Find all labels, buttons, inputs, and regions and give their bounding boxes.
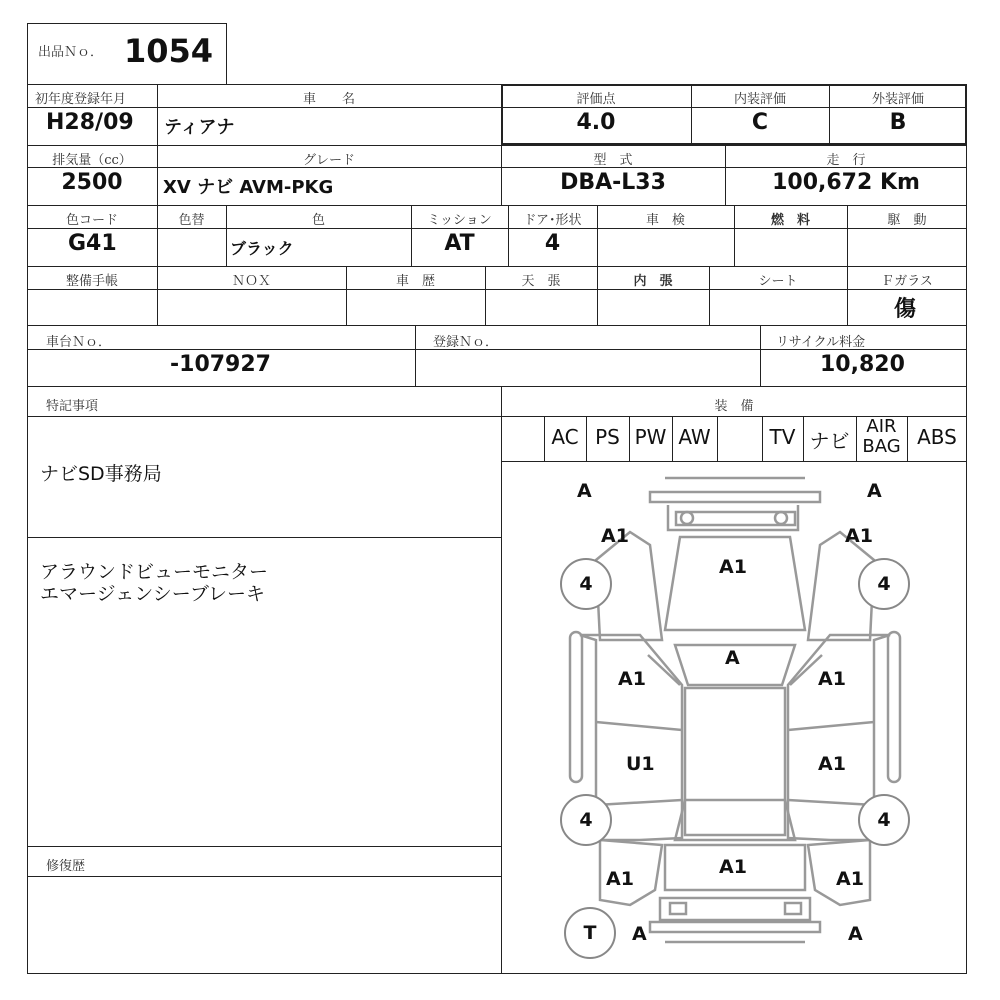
f-glass-value: 傷 xyxy=(894,296,917,322)
equip-ps: PS xyxy=(595,425,620,449)
score-label: 評価点 xyxy=(576,92,616,107)
equip-pw: PW xyxy=(634,425,667,449)
maintenance-label: 整備手帳 xyxy=(65,274,118,289)
spare-tire: T xyxy=(564,907,616,959)
car-name-label: 車 名 xyxy=(302,92,355,107)
grade-rear-fender-r: A1 xyxy=(836,868,864,890)
f-glass-label: Ｆガラス xyxy=(881,274,933,289)
equip-airbag: AIR BAG xyxy=(862,416,901,457)
repair-label: 修復歴 xyxy=(46,859,86,874)
fuel-label: 燃 料 xyxy=(770,213,810,228)
chassis-value: -107927 xyxy=(170,352,271,377)
displacement-label: 排気量（cc） xyxy=(52,153,132,168)
grade-roof: A xyxy=(725,647,740,669)
displacement-value: 2500 xyxy=(61,170,123,195)
notes-line2: アラウンドビューモニター エマージェンシーブレーキ xyxy=(40,561,269,605)
tire-front-right: 4 xyxy=(858,558,910,610)
mileage-value: 100,672 Km xyxy=(772,170,920,195)
inspection-label: 車 検 xyxy=(645,213,685,228)
grade-rear-right: A xyxy=(848,923,863,945)
score-value: 4.0 xyxy=(576,110,616,135)
nox-label: ＮＯＸ xyxy=(231,274,271,289)
color-code-value: G41 xyxy=(68,231,117,256)
interior-label: 内装評価 xyxy=(733,92,786,107)
tire-rear-left: 4 xyxy=(560,794,612,846)
interior-trim-label: 内 張 xyxy=(633,274,673,289)
drive-label: 駆 動 xyxy=(887,213,927,228)
mission-label: ミッション xyxy=(427,213,492,228)
grade-fender-fl: A1 xyxy=(601,525,629,547)
grade-door-fr: A1 xyxy=(818,668,846,690)
interior-value: C xyxy=(751,110,769,135)
grade-front-right: A xyxy=(867,480,882,502)
history-label: 車 歴 xyxy=(395,274,435,289)
grade-label: グレード xyxy=(302,153,355,168)
repaint-label: 色替 xyxy=(178,213,205,228)
equip-navi: ナビ xyxy=(809,429,850,453)
first-reg-label: 初年度登録年月 xyxy=(35,92,127,107)
door-label: ドア･形状 xyxy=(523,213,582,228)
grade-door-fl: A1 xyxy=(618,668,646,690)
seat-label: シート xyxy=(758,274,798,289)
car-name-value: ティアナ xyxy=(164,117,235,138)
door-value: 4 xyxy=(544,231,561,256)
equipment-label: 装 備 xyxy=(714,399,754,414)
color-label: 色 xyxy=(311,213,325,228)
exterior-label: 外装評価 xyxy=(871,92,924,107)
grade-fender-fr: A1 xyxy=(845,525,873,547)
color-code-label: 色コード xyxy=(65,213,118,228)
grade-rear-left: A xyxy=(632,923,647,945)
model-value: DBA-L33 xyxy=(560,170,666,195)
equip-abs: ABS xyxy=(917,425,957,449)
recycle-label: リサイクル料金 xyxy=(776,335,866,350)
equip-aw: AW xyxy=(678,425,711,449)
notes-line1: ナビSD事務局 xyxy=(40,463,162,485)
grade-front-left: A xyxy=(577,480,592,502)
grade-hood: A1 xyxy=(719,556,747,578)
model-label: 型 式 xyxy=(593,153,633,168)
lot-number: 1054 xyxy=(124,32,214,70)
first-reg-value: H28/09 xyxy=(46,110,134,135)
tire-front-left: 4 xyxy=(560,558,612,610)
grade-door-rr: A1 xyxy=(818,753,846,775)
grade-value: XV ナビ AVM-PKG xyxy=(163,177,334,198)
mission-value: AT xyxy=(444,231,475,256)
lot-label: 出品Ｎｏ． xyxy=(38,45,104,60)
grade-rear-fender-l: A1 xyxy=(606,868,634,890)
color-value: ブラック xyxy=(230,239,294,258)
chassis-label: 車台Ｎｏ． xyxy=(46,335,112,350)
exterior-value: B xyxy=(889,110,907,135)
registration-label: 登録Ｎｏ． xyxy=(433,335,499,350)
tire-rear-right: 4 xyxy=(858,794,910,846)
notes-label: 特記事項 xyxy=(46,399,99,414)
recycle-value: 10,820 xyxy=(820,352,905,377)
grade-trunk: A1 xyxy=(719,856,747,878)
mileage-label: 走 行 xyxy=(826,153,866,168)
equip-ac: AC xyxy=(551,425,579,449)
equip-tv: TV xyxy=(769,425,796,449)
grade-door-rl: U1 xyxy=(626,753,655,775)
roof-label: 天 張 xyxy=(521,274,561,289)
